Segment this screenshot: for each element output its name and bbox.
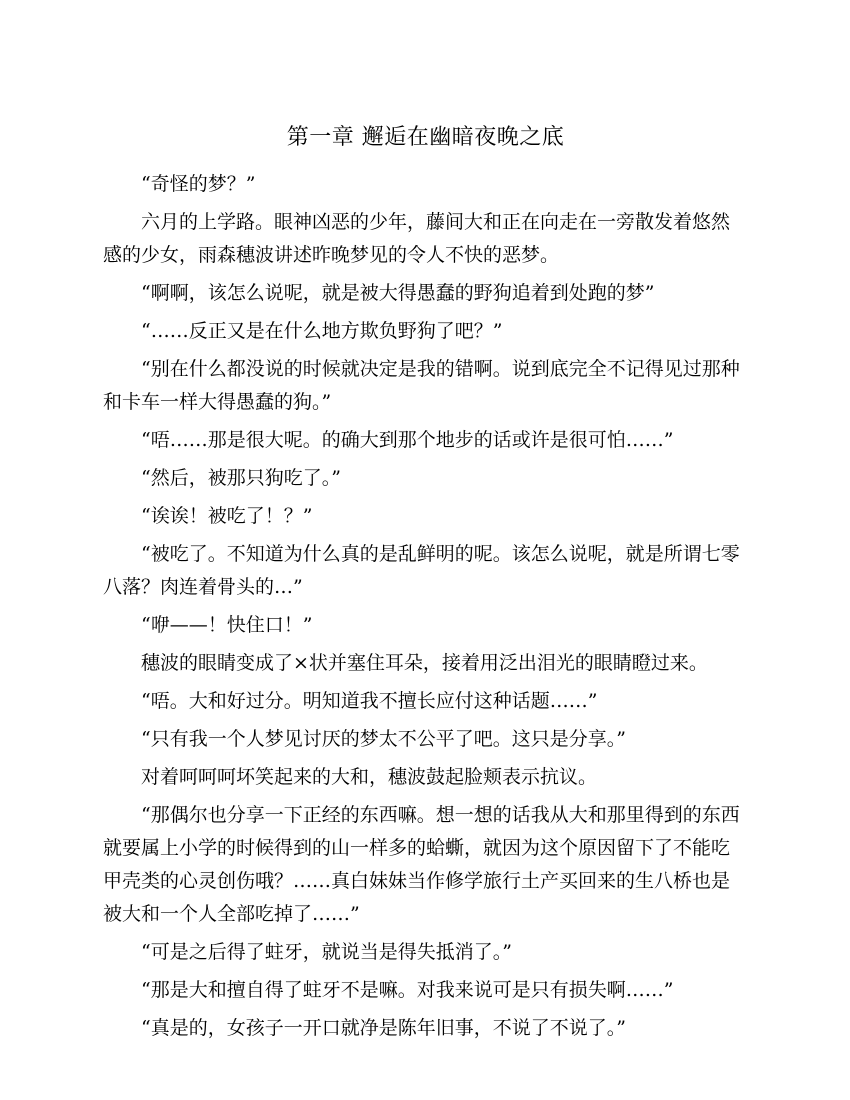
paragraph: “然后，被那只狗吃了。”: [141, 467, 341, 489]
paragraph: “那偶尔也分享一下正经的东西嘛。想一想的话我从大和那里得到的东西就要属上小学的时候得到的山一样多的蛤蟖，就因为这个原因留下了不能吃甲壳类的心灵创伤哦？……真白妹妹当作修学旅行土产买回来的生八桥也是被大和一个人全部吃掉了……”: [103, 804, 740, 925]
document-page: [103, 120, 748, 1050]
paragraph: 六月的上学路。眼神凶恶的少年，藤间大和正在向走在一旁散发着悠然感的少女，雨森穗波讲述昨晚梦见的令人不快的恶梦。: [103, 211, 731, 266]
paragraph: “诶诶！被吃了！？”: [141, 505, 313, 527]
paragraph: “啊啊，该怎么说呢，就是被大得愚蠢的野狗追着到处跑的梦”: [141, 282, 655, 304]
paragraph: “唔……那是很大呢。的确大到那个地步的话或许是很可怕……”: [141, 429, 674, 451]
paragraph: “别在什么都没说的时候就决定是我的错啊。说到底完全不记得见过那种和卡车一样大得愚蠢的狗。”: [103, 358, 740, 413]
paragraph: “……反正又是在什么地方欺负野狗了吧？”: [141, 320, 503, 342]
paragraph: “咿——！快住口！”: [141, 614, 313, 636]
paragraph: “被吃了。不知道为什么真的是乱鲜明的呢。该怎么说呢，就是所谓七零八落？肉连着骨头的…”: [103, 543, 740, 598]
chapter-title: 第一章 邂逅在幽暗夜晚之底: [286, 125, 565, 150]
paragraph: “唔。大和好过分。明知道我不擅长应付这种话题……”: [141, 690, 598, 712]
paragraph: “只有我一个人梦见讨厌的梦太不公平了吧。这只是分享。”: [141, 728, 626, 750]
paragraph: “那是大和擅自得了蛀牙不是嘛。对我来说可是只有损失啊……”: [141, 979, 674, 1001]
paragraph: “奇怪的梦？”: [141, 173, 256, 195]
paragraph: 对着呵呵呵坏笑起来的大和，穗波鼓起脸颊表示抗议。: [141, 766, 598, 788]
paragraph: 穗波的眼睛变成了×状并塞住耳朵，接着用泛出泪光的眼睛瞪过来。: [141, 652, 708, 674]
paragraph: “真是的，女孩子一开口就净是陈年旧事，不说了不说了。”: [141, 1017, 626, 1039]
paragraph: “可是之后得了蛀牙，就说当是得失抵消了。”: [141, 941, 512, 963]
